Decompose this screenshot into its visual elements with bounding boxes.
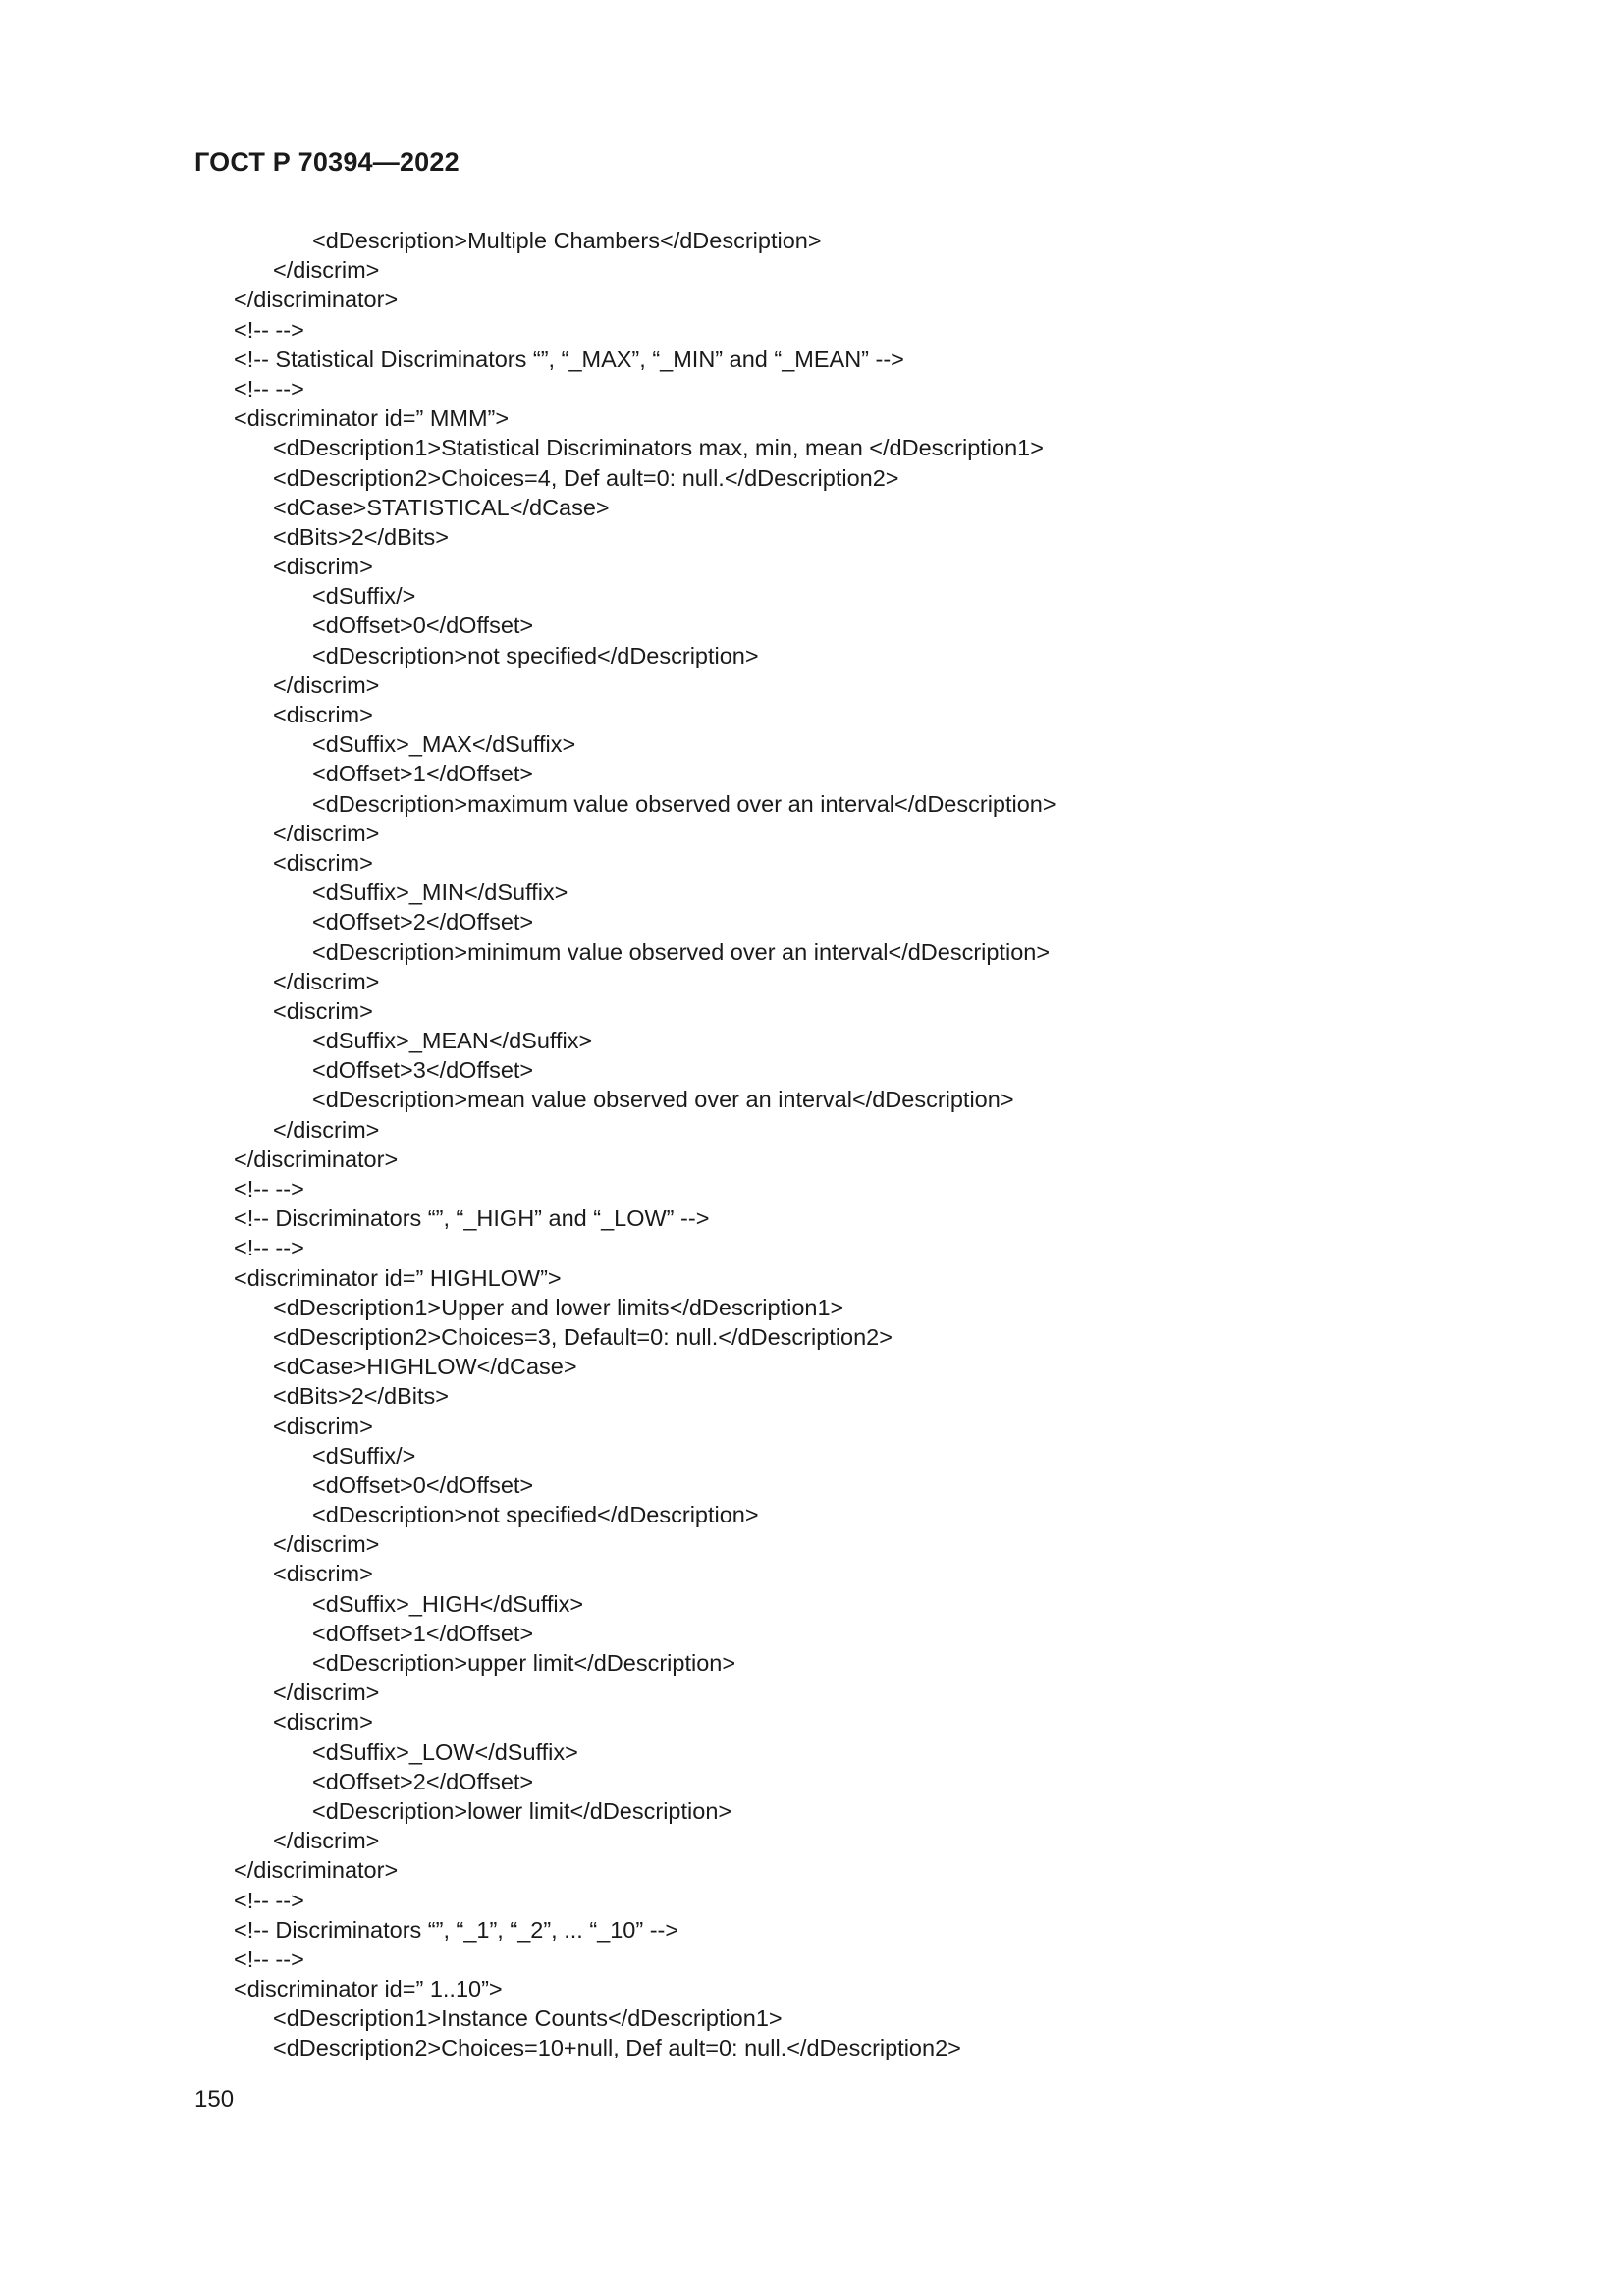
- code-line: <dSuffix>_LOW</dSuffix>: [312, 1738, 578, 1765]
- code-line: <dDescription2>Choices=4, Def ault=0: null.</dDescription2>: [273, 464, 899, 491]
- code-line: <discriminator id=” HIGHLOW”>: [234, 1264, 562, 1291]
- code-line: <!-- -->: [234, 1235, 304, 1261]
- code-line: </discrim>: [273, 1116, 380, 1143]
- page-number: 150: [194, 2086, 235, 2112]
- code-line: <dOffset>2</dOffset>: [312, 909, 534, 935]
- code-line: <dSuffix>_MIN</dSuffix>: [312, 880, 568, 906]
- code-line: <dOffset>2</dOffset>: [312, 1768, 534, 1794]
- code-line: <dSuffix>_MAX</dSuffix>: [312, 731, 576, 758]
- code-line: </discrim>: [273, 257, 380, 284]
- code-line: <dOffset>1</dOffset>: [312, 761, 534, 787]
- code-line: </discriminator>: [234, 1146, 399, 1172]
- code-line: <dOffset>1</dOffset>: [312, 1620, 534, 1646]
- code-line: <dDescription1>Instance Counts</dDescription1>: [273, 2005, 783, 2032]
- code-line: <!-- Statistical Discriminators “”, “_MAX”, “_MIN” and “_MEAN” -->: [234, 346, 904, 372]
- code-line: <dSuffix/>: [312, 1442, 416, 1468]
- code-line: <dOffset>0</dOffset>: [312, 1471, 534, 1498]
- code-line: <!-- -->: [234, 375, 304, 401]
- xml-code-block: [234, 226, 1510, 2063]
- code-line: </discrim>: [273, 1680, 380, 1706]
- code-line: <dDescription>mean value observed over an interval</dDescription>: [312, 1087, 1014, 1113]
- code-line: <!-- Discriminators “”, “_HIGH” and “_LOW” -->: [234, 1205, 710, 1232]
- code-line: <discrim>: [273, 1561, 373, 1587]
- code-line: <discrim>: [273, 997, 373, 1024]
- code-line: </discrim>: [273, 1531, 380, 1558]
- code-line: <dDescription>not specified</dDescription>: [312, 642, 759, 668]
- code-line: <dDescription>upper limit</dDescription>: [312, 1650, 736, 1676]
- code-line: <!-- -->: [234, 316, 304, 343]
- code-line: <discrim>: [273, 1413, 373, 1439]
- code-line: <dDescription>not specified</dDescription>: [312, 1502, 759, 1528]
- code-line: </discrim>: [273, 671, 380, 698]
- code-line: <dOffset>0</dOffset>: [312, 613, 534, 639]
- code-line: <discrim>: [273, 1709, 373, 1735]
- document-header: ГОСТ Р 70394—2022: [194, 147, 460, 177]
- code-line: </discriminator>: [234, 1857, 399, 1884]
- code-line: <dDescription>minimum value observed over an interval</dDescription>: [312, 938, 1051, 965]
- code-line: <dSuffix/>: [312, 583, 416, 610]
- code-line: </discrim>: [273, 1828, 380, 1854]
- code-line: <dOffset>3</dOffset>: [312, 1057, 534, 1084]
- code-line: <dSuffix>_HIGH</dSuffix>: [312, 1590, 584, 1617]
- code-line: <dDescription>maximum value observed over an interval</dDescription>: [312, 790, 1056, 817]
- code-line: <dDescription1>Statistical Discriminators max, min, mean </dDescription1>: [273, 435, 1044, 461]
- code-line: <dCase>STATISTICAL</dCase>: [273, 494, 610, 520]
- code-line: </discriminator>: [234, 287, 399, 313]
- code-line: <dBits>2</dBits>: [273, 523, 449, 550]
- code-line: <dBits>2</dBits>: [273, 1383, 449, 1410]
- code-line: <discriminator id=” 1..10”>: [234, 1976, 503, 2002]
- code-line: <!-- Discriminators “”, “_1”, “_2”, ... “_10” -->: [234, 1916, 679, 1943]
- code-line: <!-- -->: [234, 1176, 304, 1201]
- code-line: <!-- -->: [234, 1887, 304, 1913]
- code-line: <discrim>: [273, 849, 373, 876]
- code-line: <discriminator id=” MMM”>: [234, 405, 510, 432]
- code-line: <discrim>: [273, 554, 373, 580]
- code-line: <discrim>: [273, 702, 373, 727]
- code-line: <dCase>HIGHLOW</dCase>: [273, 1354, 577, 1380]
- code-line: </discrim>: [273, 820, 380, 846]
- code-line: <dDescription>Multiple Chambers</dDescription>: [312, 228, 822, 253]
- code-line: <dDescription1>Upper and lower limits</dDescription1>: [273, 1294, 844, 1320]
- code-line: <dSuffix>_MEAN</dSuffix>: [312, 1028, 593, 1054]
- code-line: </discrim>: [273, 968, 380, 994]
- code-line: <dDescription2>Choices=10+null, Def ault=0: null.</dDescription2>: [273, 2035, 961, 2061]
- code-line: <dDescription2>Choices=3, Default=0: null.</dDescription2>: [273, 1323, 893, 1350]
- code-line: <dDescription>lower limit</dDescription>: [312, 1797, 732, 1824]
- code-line: <!-- -->: [234, 1946, 304, 1972]
